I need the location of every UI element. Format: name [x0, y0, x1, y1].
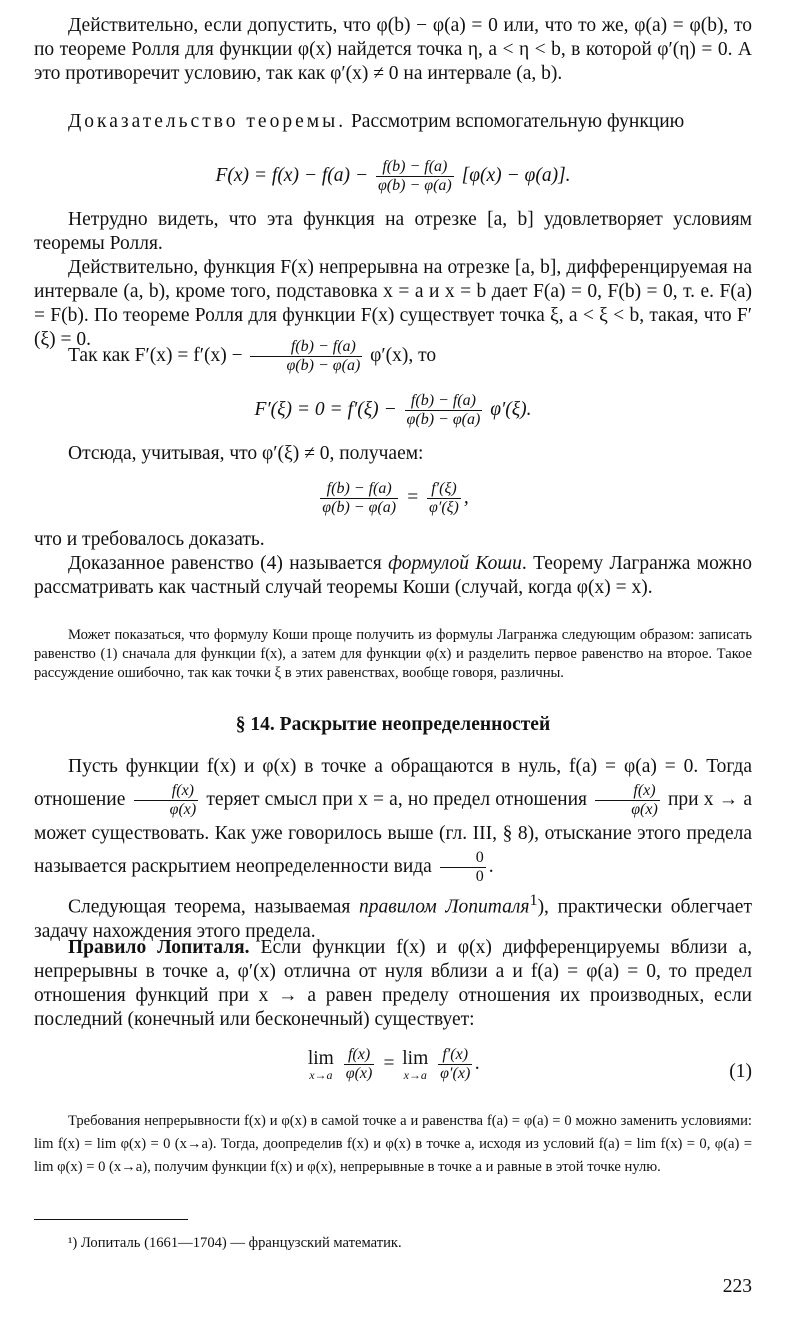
fraction: $\frac{f(x)}{\varphi(x)}$ [134, 782, 199, 819]
proof-label: Доказательство теоремы. [68, 111, 347, 132]
paragraph-rolle-conditions: Нетрудно видеть, что эта функция на отрезке [a, b] удовлетворяет условиям теоремы Ролля. [34, 209, 752, 254]
equation-derivative-at-xi: F′(ξ) = 0 = f′(ξ) − $\frac{f(b) - f(a)}{\varphi(b) - \varphi(a)}$ φ′(ξ). [254, 392, 532, 428]
fraction: $\frac{f(b) - f(a)}{\varphi(b) - \varphi(a)}$ [322, 480, 397, 516]
fraction: $\frac{f'(x)}{\varphi'(x)}$ [440, 1046, 471, 1082]
fraction: $\frac{f(b) - f(a)}{\varphi(b) - \varphi(a)}$ [377, 158, 452, 194]
footnote-ref: 1 [529, 891, 538, 909]
paragraph-rolle-contradiction: Действительно, если допустить, что φ(b) − φ(a) = 0 или, что то же, φ(a) = φ(b), то по теореме Ролля для функции φ(x) найдется точка η, a < η < b, в которой φ′(η) = 0. А это противоречит условию, так как φ′(x) ≠ 0 на интервале (a, b). [34, 15, 752, 84]
remark-lagrange: Может показаться, что формулу Коши проще получить из формулы Лагранжа следующим образом: записать равенство (1) сначала для функции f(x), а затем для функции φ(x) и разделить первое равенство на второе. Такое рассуждение ошибочно, так как точки ξ в этих равенствах, вообще говоря, различны. [34, 627, 752, 681]
page-number: 223 [722, 1276, 752, 1297]
footnote-divider [34, 1219, 188, 1220]
limit: lim x→a [307, 1047, 334, 1082]
term-lhopital-rule: правилом Лопиталя [359, 896, 530, 918]
paragraph-derivative: Так как F′(x) = f′(x) − $\frac{f(b) - f(a)}{\varphi(b) - \varphi(a)}$ φ′(x), то [68, 338, 437, 374]
paragraph-indeterminacy: Пусть функции f(x) и φ(x) в точке a обращаются в нуль, f(a) = φ(a) = 0. Тогда отношение $\frac{f(x)}{\varphi(x)}$ теряет смысл при x = a, но предел отношения $\frac{f(x)}{\varphi(x)}$ при x → a может существовать. Как уже говорилось выше (гл. III, § 8), отыскание этого предела называется раскрытием неопределенности вида $\frac{0}{0}$ . [34, 756, 753, 885]
equation-lhopital: lim x→a $\frac{f(x)}{\varphi(x)}$ = lim x→a $\frac{f'(x)}{\varphi'(x)}$ . (1) [307, 1046, 752, 1082]
fraction: $\frac{f(b) - f(a)}{\varphi(b) - \varphi(a)}$ [250, 338, 362, 375]
paragraph-qed: что и требовалось доказать. [34, 529, 265, 550]
fraction: $\frac{f'(\xi)}{\varphi'(\xi)}$ [429, 480, 459, 516]
paragraph-hence: Отсюда, учитывая, что φ′(ξ) ≠ 0, получаем: [68, 443, 424, 464]
equation-cauchy: $\frac{f(b) - f(a)}{\varphi(b) - \varphi(a)}$ = $\frac{f'(\xi)}{\varphi'(\xi)}$ , [322, 480, 469, 516]
paragraph-cauchy-formula: Доказанное равенство (4) называется формулой Коши. Теорему Лагранжа можно рассматривать как частный случай теоремы Коши (случай, когда φ(x) = x). [34, 553, 753, 598]
fraction: $\frac{f(b) - f(a)}{\varphi(b) - \varphi(a)}$ [406, 392, 481, 428]
term-cauchy-formula: формулой Коши [388, 553, 522, 574]
paragraph-continuity: Действительно, функция F(x) непрерывна на отрезке [a, b], дифференцируемая на интервале (a, b), кроме того, подставовка x = a и x = b дает F(a) = 0, F(b) = 0, т. е. F(a) = F(b). По теореме Ролля для функции F(x) существует точка ξ, a < ξ < b, такая, что F′(ξ) = 0. [34, 257, 752, 350]
fraction: $\frac{f(x)}{\varphi(x)}$ [595, 782, 660, 819]
equation-number: (1) [729, 1061, 752, 1082]
rule-label: Правило Лопиталя. [68, 937, 250, 958]
fraction: $\frac{0}{0}$ [440, 849, 486, 886]
remark-continuity: Требования непрерывности f(x) и φ(x) в самой точке a и равенства f(a) = φ(a) = 0 можно заменить условиями: lim f(x) = lim φ(x) = 0 (x→a). Тогда, доопределив f(x) и φ(x) в точке a, исходя из условий f(a) = lim f(x) = 0, φ(a) = lim φ(x) = 0 (x→a), получим функции f(x) и φ(x), непрерывные в точке a и равные в этой точке нулю. [34, 1113, 752, 1175]
paragraph-proof-start: Доказательство теоремы. Рассмотрим вспомогательную функцию [68, 111, 685, 132]
limit: lim x→a [402, 1047, 429, 1082]
section-title: § 14. Раскрытие неопределенностей [235, 714, 551, 735]
paragraph-lhopital-rule: Правило Лопиталя. Если функции f(x) и φ(x) дифференцируемы вблизи a, непрерывны в точке a, φ′(x) отлична от нуля вблизи a и f(a) = φ(a) = 0, то предел отношения функций при x → a равен пределу отношения их производных, если последний (конечный или бесконечный) существует: [34, 937, 752, 1030]
fraction: $\frac{f(x)}{\varphi(x)}$ [345, 1046, 373, 1082]
paragraph-lhopital-intro: Следующая теорема, называемая правилом Лопиталя$^1$), практически облегчает задачу нахождения этого предела. [34, 891, 752, 942]
footnote: ¹) Лопиталь (1661—1704) — французский математик. [68, 1235, 402, 1251]
equation-auxiliary-function: F(x) = f(x) − f(a) − $\frac{f(b) - f(a)}{\varphi(b) - \varphi(a)}$ [φ(x) − φ(a)]. [215, 158, 571, 194]
